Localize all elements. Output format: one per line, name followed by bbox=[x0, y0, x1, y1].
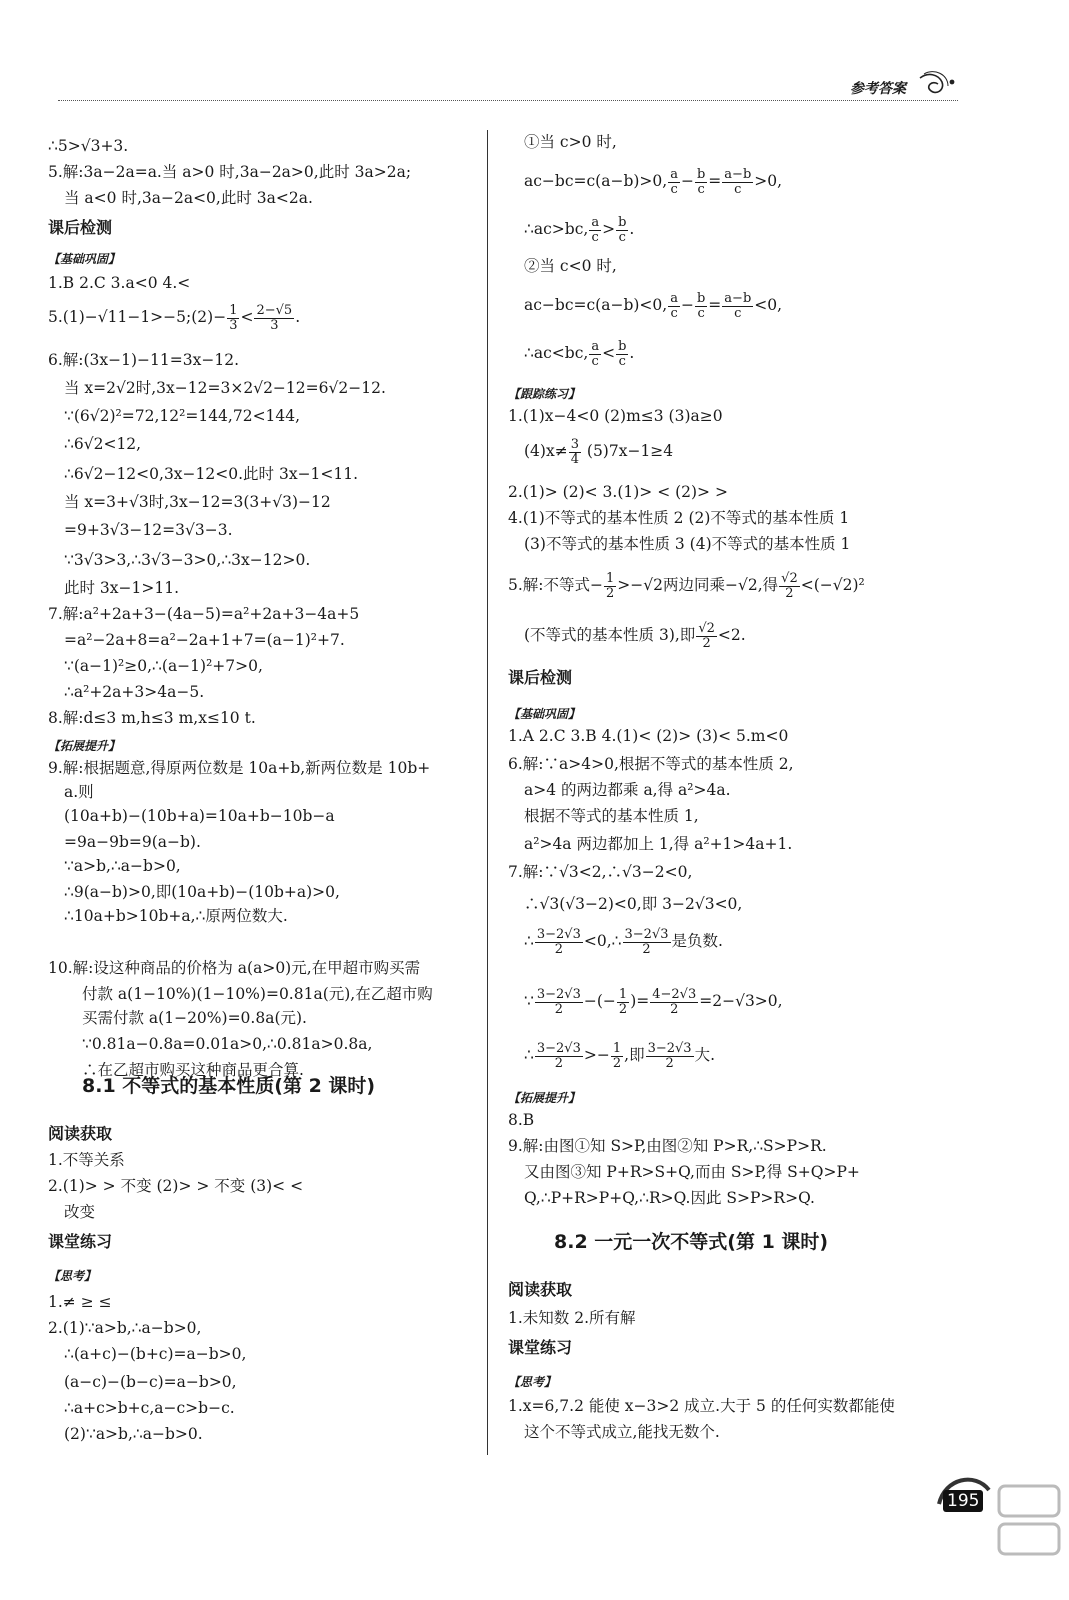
tag-label: 【基础巩固】 bbox=[48, 252, 121, 266]
text-line: ∴在乙超市购买这种商品更合算. bbox=[82, 1061, 304, 1079]
text-line: ②当 c<0 时, bbox=[524, 257, 617, 275]
text-line: 又由图③知 P+R>S+Q,而由 S>P,得 S+Q>P+ bbox=[524, 1163, 860, 1181]
fraction: $\frac{b}{c}$ bbox=[618, 215, 627, 245]
text-line: 8.B bbox=[508, 1111, 535, 1129]
text-line: ∵0.81a−0.8a=0.01a>0,∴0.81a>0.8a, bbox=[82, 1035, 373, 1053]
fraction: $\frac{a-b}{c}$ bbox=[724, 291, 752, 321]
text-line: 7.解:a²+2a+3−(4a−5)=a²+2a+3−4a+5 bbox=[48, 605, 360, 623]
tag-label: 【拓展提升】 bbox=[508, 1091, 581, 1105]
section-heading: 课后检测 bbox=[508, 668, 573, 687]
fraction: $\frac{√2}{2}$ bbox=[698, 621, 715, 651]
text-line: 6.解:(3x−1)−11=3x−12. bbox=[48, 351, 239, 369]
text-line: ∴5>√3+3. bbox=[48, 137, 129, 155]
text-line: ∴a+c>b+c,a−c>b−c. bbox=[64, 1399, 235, 1417]
text-line: 这个不等式成立,能找无数个. bbox=[524, 1423, 720, 1441]
text-line: a²>4a 两边都加上 1,得 a²+1>4a+1. bbox=[524, 835, 793, 853]
text-line: 5.解:不等式− $\frac{1}{2}$ >−√2两边同乘−√2,得 $\frac{√2}{2}$ <(−√2)² bbox=[508, 571, 865, 601]
fraction: $\frac{3-2√3}{2}$ bbox=[536, 927, 581, 957]
text-line: ac−bc=c(a−b)<0, $\frac{a}{c}$ − $\frac{b}{c}$ = $\frac{a-b}{c}$ <0, bbox=[524, 291, 783, 321]
swirl-ornament-icon bbox=[918, 70, 958, 100]
text-line: 1.A 2.C 3.B 4.(1)< (2)> (3)< 5.m<0 bbox=[508, 727, 789, 745]
text-line: 10.解:设这种商品的价格为 a(a>0)元,在甲超市购买需 bbox=[48, 959, 421, 977]
text-line: ∵a>b,∴a−b>0, bbox=[64, 857, 181, 875]
text-line: 1.B 2.C 3.a<0 4.< bbox=[48, 274, 191, 292]
text-line: 根据不等式的基本性质 1, bbox=[524, 807, 699, 825]
fraction: $\frac{1}{2}$ bbox=[606, 571, 615, 601]
watermark-logo-icon bbox=[995, 1480, 1065, 1560]
text-line: ∴a²+2a+3>4a−5. bbox=[64, 683, 205, 701]
text-line: 9.解:由图①知 S>P,由图②知 P>R,∴S>P>R. bbox=[508, 1137, 827, 1155]
fraction: $\frac{2-√5}{3}$ bbox=[256, 303, 293, 333]
tag-label: 【跟踪练习】 bbox=[508, 387, 581, 401]
text-line: 买需付款 a(1−20%)=0.8a(元). bbox=[82, 1009, 307, 1027]
fraction: $\frac{a-b}{c}$ bbox=[724, 167, 752, 197]
text-line: 1.≠ ≥ ≤ bbox=[48, 1293, 112, 1311]
section-title: 8.1 不等式的基本性质(第 2 课时) bbox=[82, 1075, 376, 1097]
text-line: ①当 c>0 时, bbox=[524, 133, 617, 151]
text-line: 9.解:根据题意,得原两位数是 10a+b,新两位数是 10b+ bbox=[48, 759, 431, 777]
text-line: 当 x=2√2时,3x−12=3×2√2−12=6√2−12. bbox=[64, 379, 386, 397]
fraction: $\frac{a}{c}$ bbox=[670, 167, 678, 197]
text-line: 2.(1)> (2)< 3.(1)> < (2)> > bbox=[508, 483, 728, 501]
fraction: $\frac{3-2√3}{2}$ bbox=[536, 987, 581, 1017]
text-line: ∴(a+c)−(b+c)=a−b>0, bbox=[64, 1345, 247, 1363]
fraction: $\frac{4-2√3}{2}$ bbox=[652, 987, 697, 1017]
header-title: 参考答案 bbox=[850, 81, 906, 97]
fraction: $\frac{3}{4}$ bbox=[570, 437, 579, 467]
text-line: ∴6√2<12, bbox=[64, 435, 142, 453]
tag-label: 【思考】 bbox=[508, 1375, 557, 1389]
text-line: Q,∴P+R>P+Q,∴R>Q.因此 S>P>R>Q. bbox=[524, 1189, 815, 1207]
text-line: ∴ac<bc, $\frac{a}{c}$ < $\frac{b}{c}$ . bbox=[524, 339, 635, 369]
text-line: 付款 a(1−10%)(1−10%)=0.81a(元),在乙超市购 bbox=[82, 985, 433, 1003]
header-rule bbox=[58, 100, 958, 101]
text-line: ∴9(a−b)>0,即(10a+b)−(10b+a)>0, bbox=[64, 883, 340, 901]
section-heading: 课后检测 bbox=[48, 218, 113, 237]
text-line: (4)x≠ $\frac{3}{4}$ (5)7x−1≥4 bbox=[524, 437, 674, 467]
text-line: a>4 的两边都乘 a,得 a²>4a. bbox=[524, 781, 731, 799]
tag-label: 【拓展提升】 bbox=[48, 739, 121, 753]
text-line: 8.解:d≤3 m,h≤3 m,x≤10 t. bbox=[48, 709, 256, 727]
page-number: 195 bbox=[943, 1490, 983, 1512]
text-line: 6.解:∵a>4>0,根据不等式的基本性质 2, bbox=[508, 755, 794, 773]
text-line: ∵(a−1)²≥0,∴(a−1)²+7>0, bbox=[64, 657, 263, 675]
fraction: $\frac{1}{3}$ bbox=[229, 303, 238, 333]
text-line: 5.解:3a−2a=a.当 a>0 时,3a−2a>0,此时 3a>2a; bbox=[48, 163, 412, 181]
text-line: ∵(6√2)²=72,12²=144,72<144, bbox=[64, 407, 301, 425]
text-line: ∴√3(√3−2)<0,即 3−2√3<0, bbox=[524, 895, 743, 913]
text-line: =9+3√3−12=3√3−3. bbox=[64, 521, 233, 539]
fraction: $\frac{3-2√3}{2}$ bbox=[647, 1041, 692, 1071]
fraction: $\frac{1}{2}$ bbox=[612, 1041, 622, 1071]
text-line: (a−c)−(b−c)=a−b>0, bbox=[64, 1373, 237, 1391]
tag-label: 【基础巩固】 bbox=[508, 707, 581, 721]
text-line: 1.x=6,7.2 能使 x−3>2 成立.大于 5 的任何实数都能使 bbox=[508, 1397, 895, 1415]
text-line: ∴10a+b>10b+a,∴原两位数大. bbox=[64, 907, 288, 925]
fraction: $\frac{a}{c}$ bbox=[591, 339, 600, 369]
text-line: 当 a<0 时,3a−2a<0,此时 3a<2a. bbox=[64, 189, 313, 207]
fraction: $\frac{a}{c}$ bbox=[591, 215, 600, 245]
text-line: 5.(1)−√11−1>−5;(2)− $\frac{1}{3}$ < $\frac{2-√5}{3}$ . bbox=[48, 303, 301, 333]
text-line: 1.不等关系 bbox=[48, 1151, 125, 1169]
text-line: 2.(1)∵a>b,∴a−b>0, bbox=[48, 1319, 202, 1337]
text-line: ∴6√2−12<0,3x−12<0.此时 3x−1<11. bbox=[64, 465, 359, 483]
text-line: =a²−2a+8=a²−2a+1+7=(a−1)²+7. bbox=[64, 631, 345, 649]
text-line: 此时 3x−1>11. bbox=[64, 579, 180, 597]
text-line: 1.(1)x−4<0 (2)m≤3 (3)a≥0 bbox=[508, 407, 723, 425]
text-line: (10a+b)−(10b+a)=10a+b−10b−a bbox=[64, 807, 335, 825]
fraction: $\frac{b}{c}$ bbox=[696, 167, 706, 197]
column-divider bbox=[487, 130, 488, 1455]
fraction: $\frac{1}{2}$ bbox=[618, 987, 628, 1017]
fraction: $\frac{b}{c}$ bbox=[618, 339, 627, 369]
fraction: $\frac{3-2√3}{2}$ bbox=[536, 1041, 581, 1071]
text-line: 7.解:∵√3<2,∴√3−2<0, bbox=[508, 863, 693, 881]
text-line: a.则 bbox=[64, 783, 94, 801]
text-line: =9a−9b=9(a−b). bbox=[64, 833, 201, 851]
text-line: ∴ $\frac{3-2√3}{2}$ >− $\frac{1}{2}$ ,即 $\frac{3-2√3}{2}$ 大. bbox=[524, 1041, 716, 1071]
section-title: 8.2 一元一次不等式(第 1 课时) bbox=[554, 1231, 829, 1253]
section-heading: 课堂练习 bbox=[48, 1232, 113, 1251]
fraction: $\frac{√2}{2}$ bbox=[781, 571, 798, 601]
text-line: ∴ac>bc, $\frac{a}{c}$ > $\frac{b}{c}$ . bbox=[524, 215, 635, 245]
section-heading: 阅读获取 bbox=[48, 1124, 113, 1143]
text-line: ∴ $\frac{3-2√3}{2}$ <0,∴ $\frac{3-2√3}{2}$ 是负数. bbox=[524, 927, 723, 957]
section-heading: 课堂练习 bbox=[508, 1338, 573, 1357]
fraction: $\frac{a}{c}$ bbox=[670, 291, 678, 321]
text-line: ∵ $\frac{3-2√3}{2}$ −(− $\frac{1}{2}$ )= $\frac{4-2√3}{2}$ =2−√3>0, bbox=[524, 987, 783, 1017]
fraction: $\frac{b}{c}$ bbox=[696, 291, 706, 321]
text-line: 当 x=3+√3时,3x−12=3(3+√3)−12 bbox=[64, 493, 331, 511]
text-line: 1.未知数 2.所有解 bbox=[508, 1309, 636, 1327]
text-line: (2)∵a>b,∴a−b>0. bbox=[64, 1425, 203, 1443]
text-line: (不等式的基本性质 3),即 $\frac{√2}{2}$ <2. bbox=[524, 621, 746, 651]
text-line: ∵3√3>3,∴3√3−3>0,∴3x−12>0. bbox=[64, 551, 311, 569]
text-line: 4.(1)不等式的基本性质 2 (2)不等式的基本性质 1 bbox=[508, 509, 850, 527]
tag-label: 【思考】 bbox=[48, 1269, 97, 1283]
text-line: 2.(1)> > 不变 (2)> > 不变 (3)< < bbox=[48, 1177, 304, 1195]
fraction: $\frac{3-2√3}{2}$ bbox=[624, 927, 669, 957]
text-line: (3)不等式的基本性质 3 (4)不等式的基本性质 1 bbox=[524, 535, 851, 553]
section-heading: 阅读获取 bbox=[508, 1280, 573, 1299]
text-line: ac−bc=c(a−b)>0, $\frac{a}{c}$ − $\frac{b}{c}$ = $\frac{a-b}{c}$ >0, bbox=[524, 167, 783, 197]
text-line: 改变 bbox=[64, 1203, 96, 1221]
